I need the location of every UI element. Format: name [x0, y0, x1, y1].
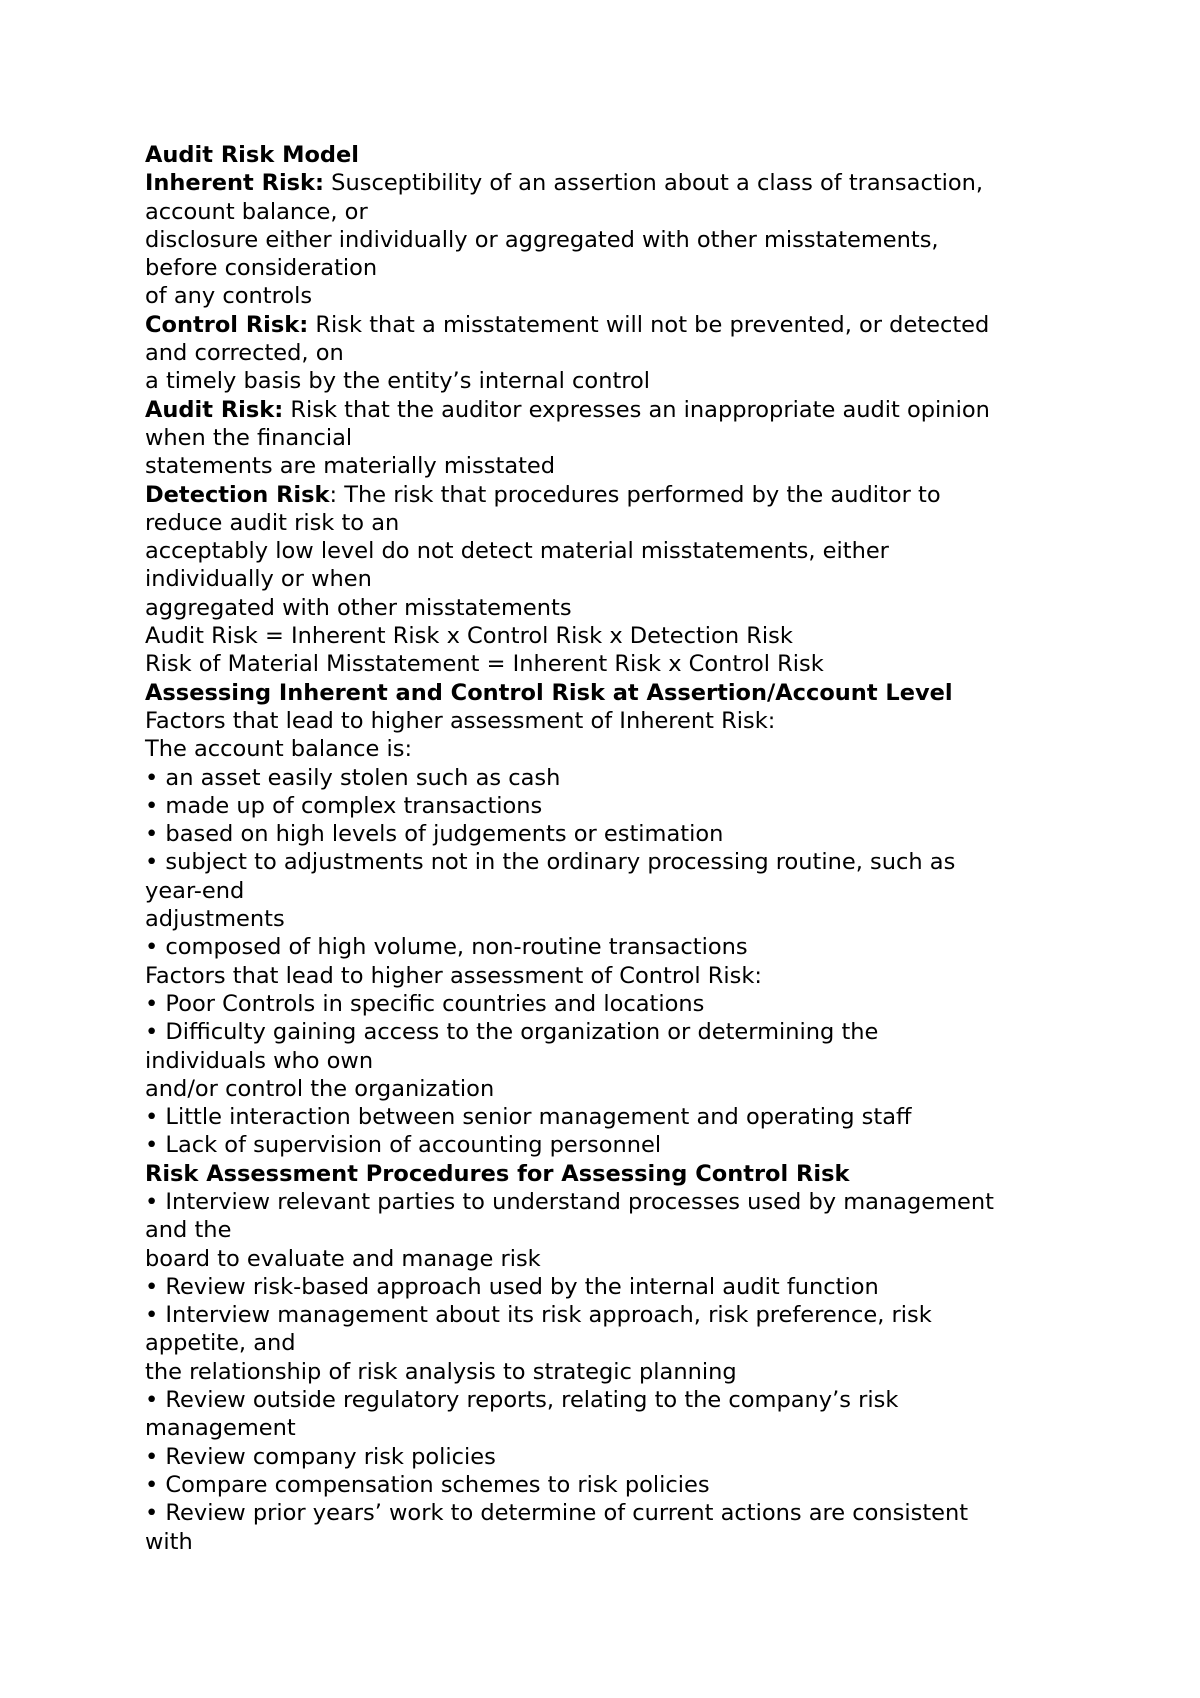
text-run: • Interview relevant parties to understand processes used by management — [145, 1188, 994, 1215]
text-run: : The risk that procedures performed by the auditor to — [329, 481, 941, 508]
text-line — [145, 1329, 1105, 1357]
text-run: management — [145, 1415, 296, 1442]
text-run: aggregated with other misstatements — [145, 594, 572, 621]
text-run: acceptably low level do not detect material misstatements, either — [145, 538, 889, 565]
text-line — [145, 1188, 1105, 1216]
text-run: Factors that lead to higher assessment of Control Risk: — [145, 962, 763, 989]
text-run: the relationship of risk analysis to strategic planning — [145, 1358, 737, 1385]
text-line — [145, 1160, 1105, 1188]
bold-run: Control Risk: — [145, 311, 309, 338]
text-line — [145, 1216, 1105, 1244]
bold-run: Risk Assessment Procedures for Assessing Control Risk — [145, 1160, 850, 1187]
text-line — [145, 990, 1105, 1018]
text-line — [145, 735, 1105, 763]
text-run: Risk that the auditor expresses an inappropriate audit opinion — [283, 396, 990, 423]
text-line — [145, 311, 1105, 339]
text-line — [145, 679, 1105, 707]
text-line — [145, 764, 1105, 792]
text-run: • Compare compensation schemes to risk policies — [145, 1471, 710, 1498]
text-line — [145, 820, 1105, 848]
text-run: • Poor Controls in specific countries and locations — [145, 990, 705, 1017]
text-line — [145, 1414, 1105, 1442]
text-run: reduce audit risk to an — [145, 509, 400, 536]
text-line — [145, 198, 1105, 226]
text-line — [145, 339, 1105, 367]
bold-run: Detection Risk — [145, 481, 330, 508]
text-run: a timely basis by the entity’s internal control — [145, 368, 651, 395]
text-run: Susceptibility of an assertion about a class of transaction, — [324, 170, 984, 197]
text-run: of any controls — [145, 283, 313, 310]
bold-run: Inherent Risk: — [145, 170, 325, 197]
text-line — [145, 141, 1105, 169]
text-run: • Lack of supervision of accounting personnel — [145, 1132, 662, 1159]
text-line — [145, 1499, 1105, 1527]
text-run: • Little interaction between senior management and operating staff — [145, 1104, 912, 1131]
text-run: adjustments — [145, 906, 285, 933]
text-line — [145, 1471, 1105, 1499]
text-line — [145, 481, 1105, 509]
text-run: individuals who own — [145, 1047, 374, 1074]
text-line — [145, 1075, 1105, 1103]
bold-run: Assessing Inherent and Control Risk at Assertion/Account Level — [145, 679, 953, 706]
text-run: Risk of Material Misstatement = Inherent Risk x Control Risk — [145, 651, 824, 678]
text-line — [145, 282, 1105, 310]
text-run: • based on high levels of judgements or estimation — [145, 821, 724, 848]
text-line — [145, 226, 1105, 254]
text-run: Factors that lead to higher assessment of Inherent Risk: — [145, 707, 776, 734]
text-line — [145, 424, 1105, 452]
text-run: disclosure either individually or aggregated with other misstatements, — [145, 226, 939, 253]
text-run: Risk that a misstatement will not be prevented, or detected — [308, 311, 990, 338]
bold-run: Audit Risk Model — [145, 142, 359, 168]
text-run: board to evaluate and manage risk — [145, 1245, 541, 1272]
text-line — [145, 396, 1105, 424]
text-run: • an asset easily stolen such as cash — [145, 764, 561, 791]
text-line — [145, 367, 1105, 395]
text-run: Audit Risk = Inherent Risk x Control Risk x Detection Risk — [145, 623, 793, 650]
text-line — [145, 1047, 1105, 1075]
text-line — [145, 962, 1105, 990]
text-line — [145, 1245, 1105, 1273]
text-run: The account balance is: — [145, 736, 413, 763]
text-line — [145, 1386, 1105, 1414]
text-line — [145, 1018, 1105, 1046]
text-line — [145, 1358, 1105, 1386]
text-line — [145, 792, 1105, 820]
text-line — [145, 537, 1105, 565]
text-run: and the — [145, 1217, 232, 1244]
text-line — [145, 1103, 1105, 1131]
text-run: appetite, and — [145, 1330, 296, 1357]
text-run: • made up of complex transactions — [145, 792, 543, 819]
text-run: and corrected, on — [145, 340, 344, 367]
document-body — [145, 141, 1105, 1556]
text-run: before consideration — [145, 255, 378, 282]
text-run: individually or when — [145, 566, 372, 593]
text-line — [145, 565, 1105, 593]
text-line — [145, 169, 1105, 197]
text-run: year-end — [145, 877, 245, 904]
text-line — [145, 848, 1105, 876]
text-line — [145, 877, 1105, 905]
text-line — [145, 905, 1105, 933]
text-line — [145, 452, 1105, 480]
text-run: statements are materially misstated — [145, 453, 556, 480]
text-line — [145, 933, 1105, 961]
text-line — [145, 1443, 1105, 1471]
text-line — [145, 594, 1105, 622]
text-run: account balance, or — [145, 198, 368, 225]
text-line — [145, 1273, 1105, 1301]
text-line — [145, 707, 1105, 735]
text-run: • Difficulty gaining access to the organization or determining the — [145, 1019, 879, 1046]
text-line — [145, 1301, 1105, 1329]
bold-run: Audit Risk: — [145, 396, 284, 423]
text-run: • Interview management about its risk approach, risk preference, risk — [145, 1302, 932, 1329]
text-line — [145, 622, 1105, 650]
text-run: • subject to adjustments not in the ordinary processing routine, such as — [145, 849, 956, 876]
text-line — [145, 650, 1105, 678]
text-run: • Review company risk policies — [145, 1443, 496, 1470]
text-run: and/or control the organization — [145, 1075, 495, 1102]
text-run: when the financial — [145, 424, 353, 451]
text-line — [145, 509, 1105, 537]
text-run: • composed of high volume, non-routine transactions — [145, 934, 748, 961]
text-run: • Review prior years’ work to determine of current actions are consistent — [145, 1500, 969, 1527]
text-run: • Review risk-based approach used by the internal audit function — [145, 1273, 879, 1300]
text-line — [145, 1528, 1105, 1556]
text-line — [145, 1131, 1105, 1159]
text-run: • Review outside regulatory reports, relating to the company’s risk — [145, 1387, 899, 1414]
text-run: with — [145, 1528, 193, 1555]
text-line — [145, 254, 1105, 282]
